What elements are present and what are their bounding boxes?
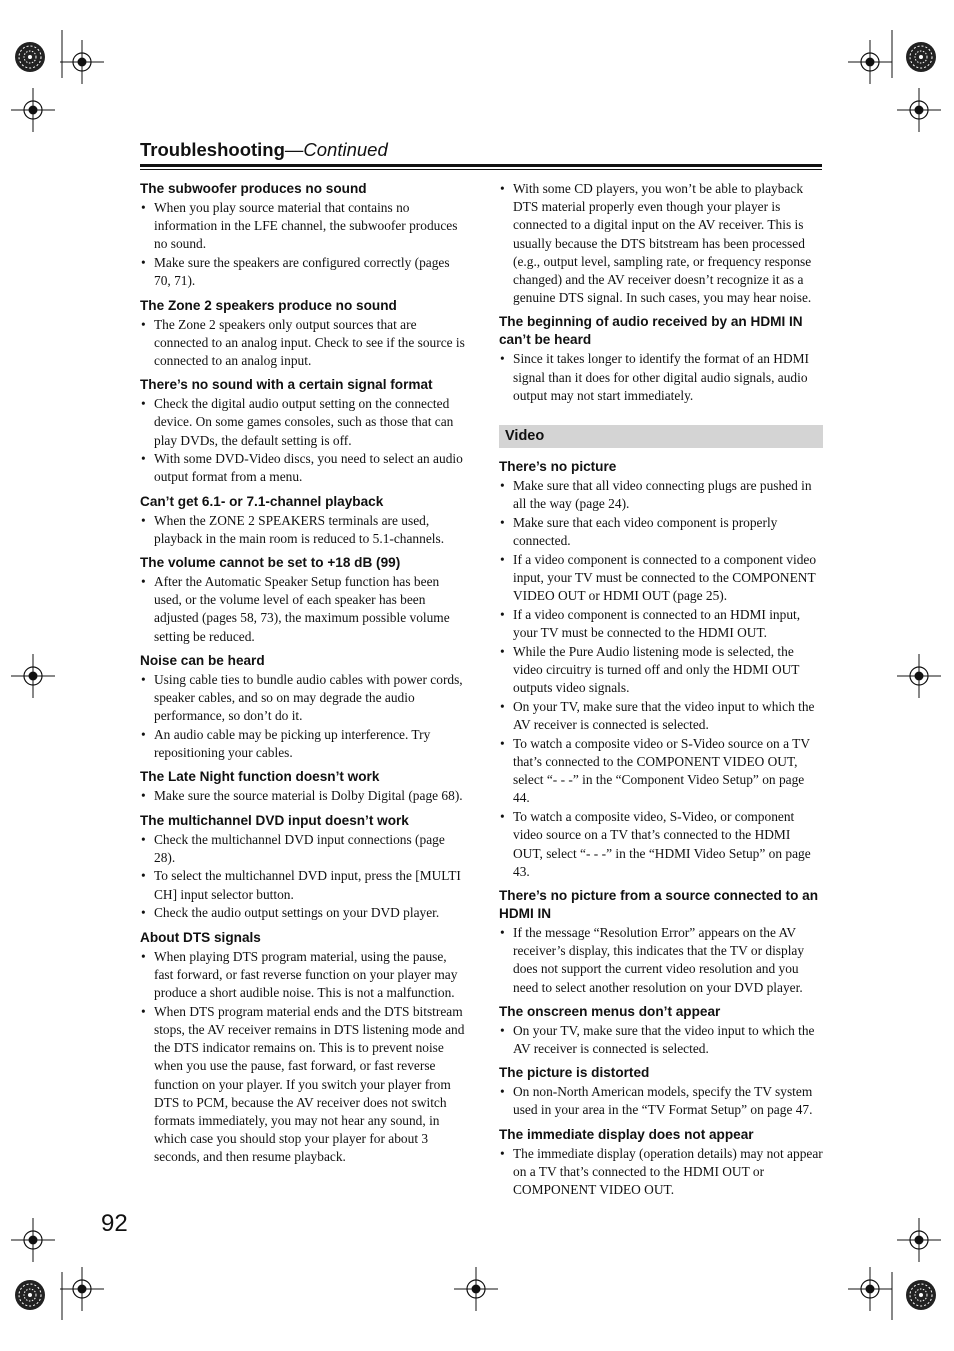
bullet-list xyxy=(140,671,465,763)
bullet-item: • To watch a composite video or S-Video source on a TV that’s connected to the COMPONENT VIDEO OUT, select “- - -” in the “Component Video Setup” on page 44. xyxy=(499,735,823,808)
bullet-item: • The immediate display (operation details) may not appear on a TV that’s connected to the HDMI OUT or COMPONENT VIDEO OUT. xyxy=(499,1145,823,1200)
bullet-item: • If a video component is connected to a component video input, your TV must be connected to the COMPONENT VIDEO OUT or HDMI OUT (page 25). xyxy=(499,551,823,606)
bullet-item: • Make sure that each video component is properly connected. xyxy=(499,514,823,550)
bullet-item: • Make sure that all video connecting plugs are pushed in all the way (page 24). xyxy=(499,477,823,513)
troubleshooting-section xyxy=(499,1003,823,1058)
troubleshooting-section xyxy=(140,929,465,1167)
troubleshooting-section xyxy=(499,1064,823,1119)
bullet-list xyxy=(499,1145,823,1200)
troubleshooting-section xyxy=(140,493,465,548)
bullet-list xyxy=(140,948,465,1167)
troubleshooting-section xyxy=(140,376,465,487)
bullet-item: • With some DVD-Video discs, you need to select an audio output format from a menu. xyxy=(140,450,465,486)
bullet-item: • An audio cable may be picking up interference. Try repositioning your cables. xyxy=(140,726,465,762)
right-column-video xyxy=(499,458,823,1199)
troubleshooting-section xyxy=(499,313,823,405)
bullet-list xyxy=(140,199,465,291)
troubleshooting-section xyxy=(499,1126,823,1200)
bullet-item: • The Zone 2 speakers only output sources that are connected to an analog input. Check to see if the source is connected to an analog input. xyxy=(140,316,465,371)
right-column xyxy=(499,180,823,1205)
bullet-list xyxy=(140,395,465,487)
bullet-list xyxy=(140,316,465,371)
bullet-item: • If the message “Resolution Error” appears on the AV receiver’s display, this indicates that the TV or display does not support the current video resolution and you need to select another resolution on your DVD player. xyxy=(499,924,823,997)
section-heading: There’s no picture from a source connected to an HDMI IN xyxy=(499,888,819,921)
bullet-item: • While the Pure Audio listening mode is selected, the video circuitry is turned off and only the HDMI OUT outputs video signals. xyxy=(499,643,823,698)
troubleshooting-section xyxy=(140,652,465,763)
right-column-audio xyxy=(499,180,823,405)
video-section-bar: Video xyxy=(499,425,823,448)
bullet-item: • To watch a composite video, S-Video, or component video source on a TV that’s connected to the HDMI OUT, select “- - -” in the “HDMI Video Setup” on page 43. xyxy=(499,808,823,881)
bullet-item: • When the ZONE 2 SPEAKERS terminals are used, playback in the main room is reduced to 5.1-channels. xyxy=(140,512,465,548)
bullet-list xyxy=(499,1083,823,1119)
troubleshooting-section xyxy=(499,887,823,997)
section-heading: The Late Night function doesn’t work xyxy=(140,769,380,785)
bullet-item: • When you play source material that contains no information in the LFE channel, the subwoofer produces no sound. xyxy=(140,199,465,254)
bullet-item: • On your TV, make sure that the video input to which the AV receiver is connected is selected. xyxy=(499,1022,823,1058)
section-heading: The immediate display does not appear xyxy=(499,1126,754,1142)
troubleshooting-section xyxy=(499,458,823,881)
bullet-list xyxy=(499,477,823,881)
bullet-list xyxy=(140,787,465,805)
bullet-item: • After the Automatic Speaker Setup function has been used, or the volume level of each speaker has been adjusted (pages 58, 73), the maximum possible volume setting be reduced. xyxy=(140,573,465,646)
header-title: Troubleshooting xyxy=(140,139,285,160)
bullet-item: • With some CD players, you won’t be able to playback DTS material properly even though your player is connected to a digital input on the AV receiver. This is usually because the DTS bitstream has been processed (e.g., output level, sampling rate, or frequency response changed) and the AV receiver doesn’t recognize it as a genuine DTS signal. In such cases, you may hear noise. xyxy=(499,180,823,307)
bullet-item: • To select the multichannel DVD input, press the [MULTI CH] input selector button. xyxy=(140,867,465,903)
bullet-list xyxy=(140,512,465,548)
bullet-item: • Since it takes longer to identify the format of an HDMI signal than it does for other digital audio signals, audio output may not start immediately. xyxy=(499,350,823,405)
troubleshooting-section xyxy=(140,180,465,291)
bullet-item: • Check the digital audio output setting on the connected device. On some games consoles, such as those that can play DVDs, the default setting is off. xyxy=(140,395,465,450)
header-rule-thick xyxy=(140,164,822,167)
bullet-item: • Using cable ties to bundle audio cables with power cords, speaker cables, and so on may degrade the audio performance, so don’t do it. xyxy=(140,671,465,726)
section-heading: There’s no picture xyxy=(499,459,617,475)
bullet-list xyxy=(140,831,465,923)
bullet-item: • On non-North American models, specify the TV system used in your area in the “TV Format Setup” on page 47. xyxy=(499,1083,823,1119)
section-heading: The onscreen menus don’t appear xyxy=(499,1003,721,1019)
bullet-item: • If a video component is connected to an HDMI input, your TV must be connected to the HDMI OUT. xyxy=(499,606,823,642)
bullet-item: • Check the audio output settings on your DVD player. xyxy=(140,904,465,922)
troubleshooting-section xyxy=(140,812,465,923)
section-heading: The Zone 2 speakers produce no sound xyxy=(140,297,397,313)
troubleshooting-section xyxy=(140,768,465,805)
section-heading: The picture is distorted xyxy=(499,1065,650,1081)
section-heading: The volume cannot be set to +18 dB (99) xyxy=(140,555,401,571)
bullet-list xyxy=(499,924,823,997)
troubleshooting-section xyxy=(499,180,823,307)
bullet-item: • On your TV, make sure that the video input to which the AV receiver is connected is selected. xyxy=(499,698,823,734)
section-heading: The beginning of audio received by an HDMI IN can’t be heard xyxy=(499,314,803,348)
section-heading: Noise can be heard xyxy=(140,652,265,668)
bullet-item: • Make sure the source material is Dolby Digital (page 68). xyxy=(140,787,465,805)
header-rule-thin xyxy=(140,169,822,170)
bullet-item: • Check the multichannel DVD input connections (page 28). xyxy=(140,831,465,867)
page-number: 92 xyxy=(101,1210,128,1237)
section-heading: The multichannel DVD input doesn’t work xyxy=(140,812,409,828)
header-continued: —Continued xyxy=(284,139,388,160)
section-heading: About DTS signals xyxy=(140,929,261,945)
bullet-list xyxy=(499,180,823,307)
section-heading: There’s no sound with a certain signal format xyxy=(140,377,433,393)
section-heading: The subwoofer produces no sound xyxy=(140,181,367,196)
bullet-item: • When playing DTS program material, using the pause, fast forward, or fast reverse function on your player may produce a short audible noise. This is not a malfunction. xyxy=(140,948,465,1003)
bullet-list xyxy=(499,350,823,405)
bullet-list xyxy=(140,573,465,646)
bullet-item: • When DTS program material ends and the DTS bitstream stops, the AV receiver remains in DTS listening mode and the DTS indicator remains on. This is to prevent noise when you use the pause, fast forward, or fast reverse function on your player. If you switch your player from DTS to PCM, because the AV receiver does not switch formats immediately, you may not hear any sound, in which case you should stop your player for about 3 seconds, and then resume playback. xyxy=(140,1003,465,1167)
section-heading: Can’t get 6.1- or 7.1-channel playback xyxy=(140,493,384,509)
bullet-list xyxy=(499,1022,823,1058)
troubleshooting-section xyxy=(140,554,465,646)
bullet-item: • Make sure the speakers are configured correctly (pages 70, 71). xyxy=(140,254,465,290)
left-column xyxy=(140,180,465,1173)
troubleshooting-section xyxy=(140,297,465,371)
page-header xyxy=(140,139,822,161)
